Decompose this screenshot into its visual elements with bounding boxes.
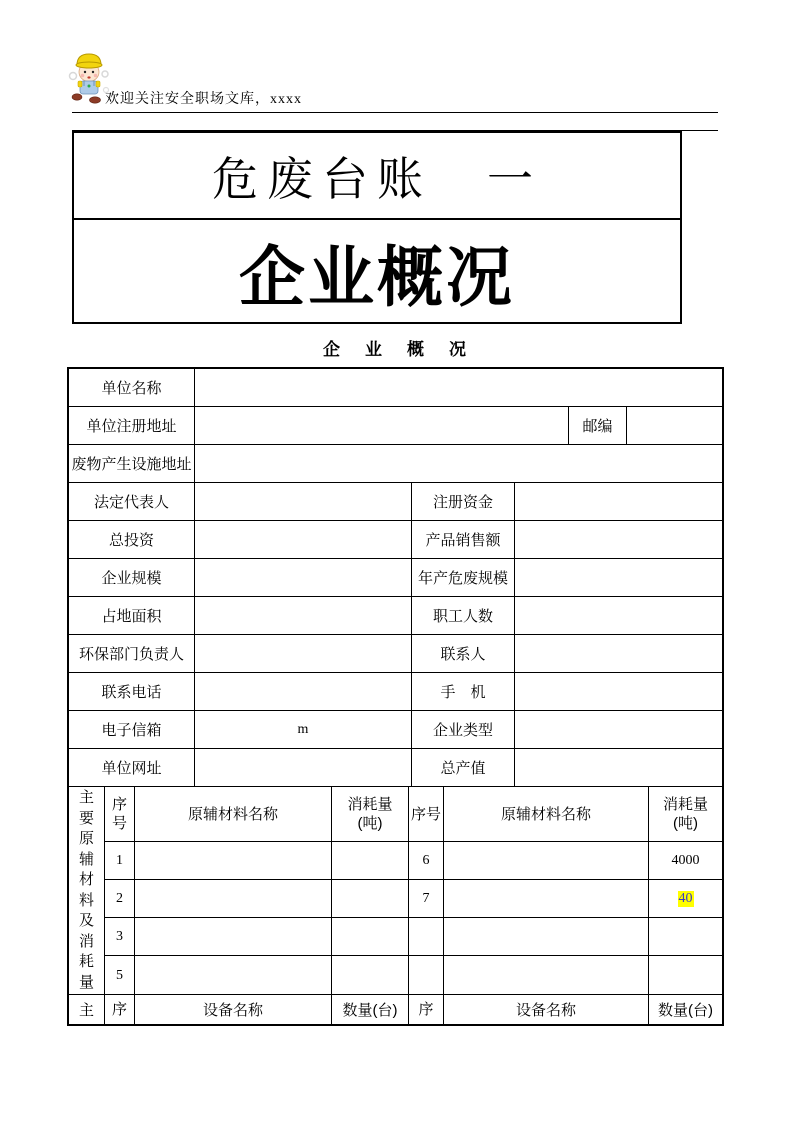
material-row-5 (105, 956, 722, 994)
total-output-label: 总产值 (412, 749, 515, 786)
email-value[interactable]: m (195, 711, 412, 748)
email-label: 电子信箱 (69, 711, 195, 748)
seq-cell (409, 956, 444, 994)
seq-cell: 3 (105, 918, 135, 955)
equip-name-col-header-left: 设备名称 (135, 995, 332, 1024)
equip-qty-col-header-left: 数量(台) (332, 995, 409, 1024)
annual-hazwaste-scale-value[interactable] (515, 559, 722, 596)
total-investment-value[interactable] (195, 521, 412, 558)
material-name-cell[interactable] (444, 880, 649, 917)
material-name-cell[interactable] (135, 918, 332, 955)
enterprise-scale-value[interactable] (195, 559, 412, 596)
waste-facility-address-value[interactable] (195, 445, 722, 482)
mobile-label: 手 机 (412, 673, 515, 710)
seq-cell: 6 (409, 842, 444, 879)
seq-cell: 1 (105, 842, 135, 879)
amount-cell[interactable] (332, 918, 409, 955)
row-email (69, 711, 722, 749)
materials-vertical-header: 主要原辅材料及消耗量 (69, 787, 105, 994)
product-sales-label: 产品销售额 (412, 521, 515, 558)
land-area-label: 占地面积 (69, 597, 195, 634)
seq-cell: 5 (105, 956, 135, 994)
equipment-vertical-header: 主 (69, 995, 105, 1024)
material-row-2-7 (105, 880, 722, 918)
equip-qty-col-header-right: 数量(台) (658, 1002, 713, 1019)
safety-mascot-icon (68, 50, 110, 104)
amount-col-header-right: 消耗量 (吨) (662, 796, 708, 832)
row-total-investment (69, 521, 722, 559)
enterprise-type-value[interactable] (515, 711, 722, 748)
enterprise-info-table (67, 367, 724, 1026)
row-enterprise-scale (69, 559, 722, 597)
row-land-area (69, 597, 722, 635)
section-heading: 企 业 概 况 (323, 340, 470, 359)
postal-code-label: 邮编 (569, 407, 627, 444)
registered-capital-label: 注册资金 (412, 483, 515, 520)
seq-col-header-right: 序号 (409, 787, 444, 841)
registered-address-value[interactable] (195, 407, 569, 444)
seq-cell: 7 (409, 880, 444, 917)
mobile-value[interactable] (515, 673, 722, 710)
equip-seq-col-header-right: 序 (409, 995, 444, 1024)
seq-col-header-left: 序号 (105, 787, 135, 841)
volume-title: 危废台账 一 (74, 133, 680, 220)
env-dept-head-value[interactable] (195, 635, 412, 672)
material-row-1-6 (105, 842, 722, 880)
enterprise-type-label: 企业类型 (412, 711, 515, 748)
material-name-cell[interactable] (444, 842, 649, 879)
row-waste-facility-address (69, 445, 722, 483)
amount-cell[interactable] (332, 956, 409, 994)
seq-cell: 2 (105, 880, 135, 917)
website-value[interactable] (195, 749, 412, 786)
material-name-cell[interactable] (135, 880, 332, 917)
amount-cell[interactable] (332, 842, 409, 879)
amount-cell[interactable] (649, 918, 722, 955)
material-name-cell[interactable] (135, 956, 332, 994)
row-legal-representative (69, 483, 722, 521)
welcome-banner-text: 欢迎关注安全职场文库，xxxx (105, 92, 302, 107)
material-name-cell[interactable] (444, 918, 649, 955)
materials-header-row (105, 787, 722, 842)
phone-value[interactable] (195, 673, 412, 710)
seq-cell (409, 918, 444, 955)
unit-name-value[interactable] (195, 369, 722, 406)
row-env-dept-head (69, 635, 722, 673)
header-divider-line (72, 112, 718, 113)
enterprise-scale-label: 企业规模 (69, 559, 195, 596)
equip-name-col-header-right: 设备名称 (444, 995, 649, 1024)
amount-cell[interactable] (649, 956, 722, 994)
postal-code-value[interactable] (627, 407, 722, 444)
amount-col-header-left: 消耗量 (吨) (332, 787, 409, 841)
employee-count-label: 职工人数 (412, 597, 515, 634)
material-name-col-header-left: 原辅材料名称 (135, 787, 332, 841)
legal-representative-value[interactable] (195, 483, 412, 520)
phone-label: 联系电话 (69, 673, 195, 710)
title-box (72, 131, 682, 324)
contact-person-value[interactable] (515, 635, 722, 672)
waste-facility-address-label: 废物产生设施地址 (69, 445, 195, 482)
employee-count-value[interactable] (515, 597, 722, 634)
material-name-cell[interactable] (135, 842, 332, 879)
row-unit-name (69, 369, 722, 407)
amount-cell[interactable] (332, 880, 409, 917)
row-phone (69, 673, 722, 711)
material-name-col-header-right: 原辅材料名称 (444, 787, 649, 841)
equipment-header-row (69, 995, 722, 1024)
material-row-3 (105, 918, 722, 956)
env-dept-head-label: 环保部门负责人 (69, 635, 195, 672)
contact-person-label: 联系人 (412, 635, 515, 672)
total-investment-label: 总投资 (69, 521, 195, 558)
main-title: 企业概况 (239, 239, 515, 314)
row-registered-address (69, 407, 722, 445)
total-output-value[interactable] (515, 749, 722, 786)
land-area-value[interactable] (195, 597, 412, 634)
product-sales-value[interactable] (515, 521, 722, 558)
row-website (69, 749, 722, 787)
website-label: 单位网址 (69, 749, 195, 786)
registered-address-label: 单位注册地址 (69, 407, 195, 444)
amount-cell-highlighted[interactable]: 40 (678, 890, 693, 906)
annual-hazwaste-scale-label: 年产危废规模 (412, 559, 515, 596)
legal-representative-label: 法定代表人 (69, 483, 195, 520)
materials-section (69, 787, 722, 995)
unit-name-label: 单位名称 (69, 369, 195, 406)
registered-capital-value[interactable] (515, 483, 722, 520)
material-name-cell[interactable] (444, 956, 649, 994)
amount-cell[interactable]: 4000 (671, 852, 700, 868)
equip-seq-col-header-left: 序 (105, 995, 135, 1024)
